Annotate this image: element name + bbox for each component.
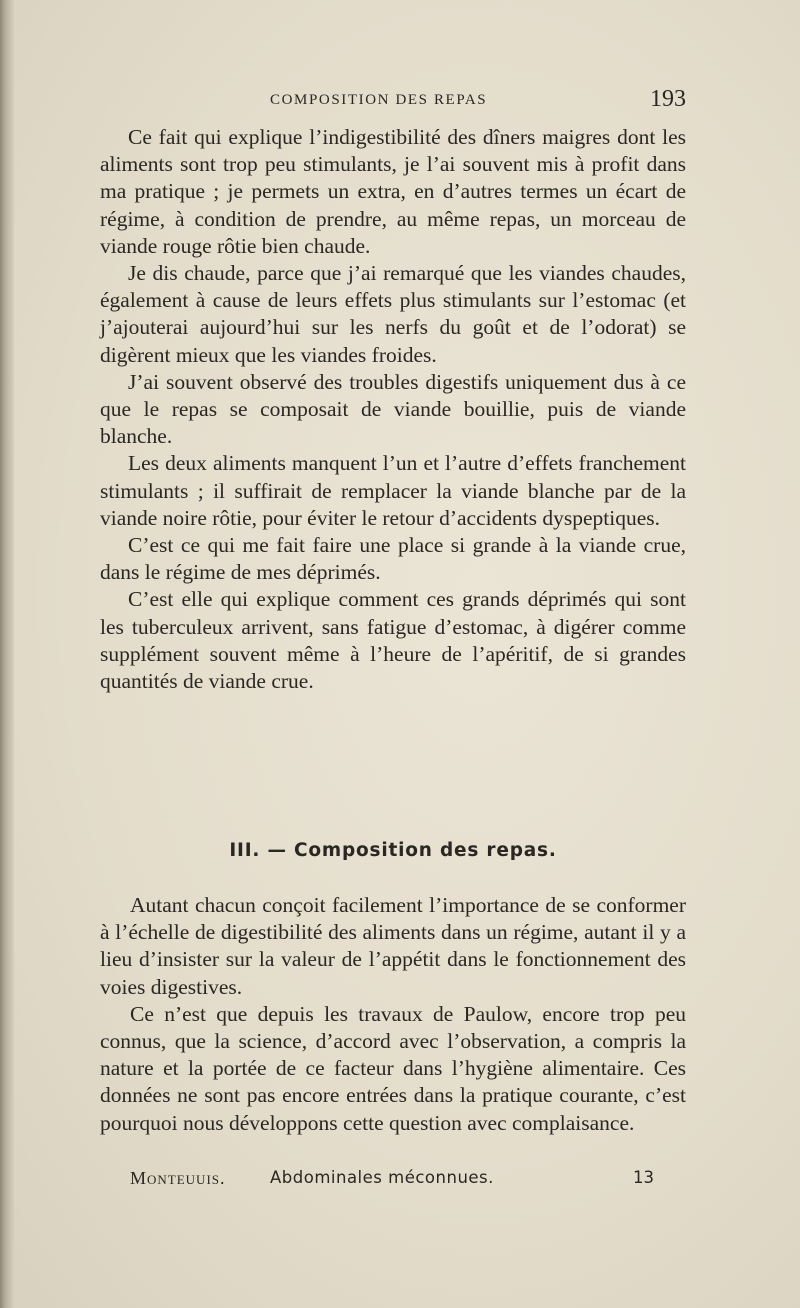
page-number: 193 [650,86,686,112]
footer-work-title: Abdominales méconnues. [270,1168,494,1187]
running-head-title: COMPOSITION DES REPAS [270,92,488,108]
running-head [100,88,686,114]
paragraph: Ce n’est que depuis les travaux de Paulow, encore trop peu connus, que la science, d’accord avec l’observation, a compris la nature et la portée de ce facteur dans l’hygiène alimentaire. Ces données ne sont pas encore entrées dans la pratique courante, c’est pourquoi nous développons cette question avec complaisance. [100,1001,686,1135]
paragraph: Je dis chaude, parce que j’ai remarqué que les viandes chaudes, également à cause de leurs effets plus stimulants sur l’estomac (et j’ajouterai aujourd’hui sur les nerfs du goût et de l’odorat) se digèrent mieux que les viandes froides. [100,261,686,367]
paragraph: Les deux aliments manquent l’un et l’autre d’effets franchement stimulants ; il suffirait de remplacer la viande blanche par de la viande noire rôtie, pour éviter le retour d’accidents dyspeptiques. [100,451,686,530]
body-text-section [100,892,686,1137]
page-footer [100,1168,660,1192]
paragraph: C’est ce qui me fait faire une place si grande à la viande crue, dans le régime de mes déprimés. [100,533,686,585]
section-heading: III. — Composition des repas. [229,840,557,861]
paragraph: C’est elle qui explique comment ces grands déprimés qui sont les tuberculeux arrivent, sans fatigue d’estomac, à digérer comme supplément souvent même à l’heure de l’apéritif, de si grandes quantités de viande crue. [100,587,686,694]
body-text-first-part [100,124,686,695]
footer-signature-mark: 13 [633,1168,654,1187]
paragraph: Autant chacun conçoit facilement l’importance de se conformer à l’échelle de digestibilité des aliments dans un régime, autant il y a lieu d’insister sur la valeur de l’appétit dans le fonctionnement des voies digestives. [100,893,686,999]
page-gutter-edge [0,0,14,1308]
footer-author: Monteuuis. [130,1168,226,1188]
paragraph: Ce fait qui explique l’indigestibilité des dîners maigres dont les aliments sont trop peu stimulants, je l’ai souvent mis à profit dans ma pratique ; je permets un extra, en d’autres termes un écart de régime, à condition de prendre, au même repas, un morceau de viande rouge rôtie bien chaude. [100,125,686,258]
paragraph: J’ai souvent observé des troubles digestifs uniquement dus à ce que le repas se composait de viande bouillie, puis de viande blanche. [100,369,686,449]
